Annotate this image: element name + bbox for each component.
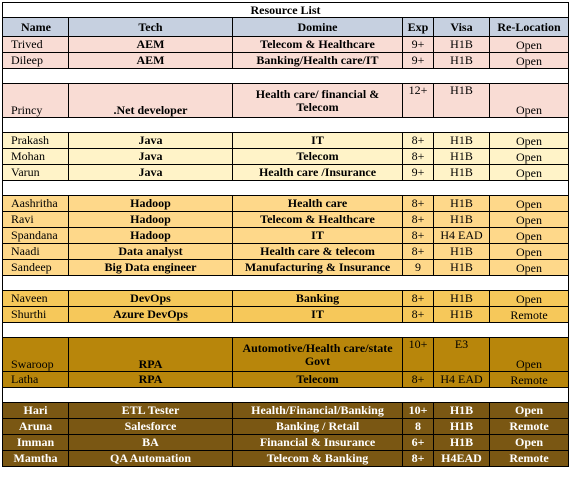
cell-visa: H1B	[434, 212, 490, 228]
spacer-row	[3, 323, 569, 338]
cell-domine: Financial & Insurance	[233, 435, 403, 451]
cell-tech: RPA	[69, 372, 233, 388]
cell-domine: Telecom & Banking	[233, 451, 403, 467]
cell-exp: 8+	[403, 451, 434, 467]
cell-relocation: Remote	[490, 451, 569, 467]
cell-exp: 10+	[403, 338, 434, 372]
cell-domine: Health care & telecom	[233, 244, 403, 260]
spacer-cell	[3, 388, 569, 403]
table-row	[3, 291, 569, 307]
cell-visa: H1B	[434, 435, 490, 451]
spacer-row	[3, 69, 569, 84]
cell-name: Trived	[3, 37, 69, 53]
cell-relocation: Open	[490, 228, 569, 244]
table-row	[3, 53, 569, 69]
cell-visa: H1B	[434, 149, 490, 165]
cell-domine: Health care /Insurance	[233, 165, 403, 181]
cell-name: Swaroop	[3, 338, 69, 372]
table-row	[3, 419, 569, 435]
cell-visa: H4 EAD	[434, 228, 490, 244]
cell-name: Aruna	[3, 419, 69, 435]
spacer-row	[3, 388, 569, 403]
cell-exp: 8+	[403, 228, 434, 244]
table-title: Resource List	[3, 3, 569, 18]
cell-exp: 8+	[403, 133, 434, 149]
cell-domine: IT	[233, 307, 403, 323]
cell-tech: Hadoop	[69, 212, 233, 228]
cell-relocation: Remote	[490, 372, 569, 388]
cell-exp: 9+	[403, 37, 434, 53]
cell-tech: .Net developer	[69, 84, 233, 118]
cell-tech: AEM	[69, 53, 233, 69]
cell-name: Hari	[3, 403, 69, 419]
cell-visa: H1B	[434, 244, 490, 260]
resource-list-sheet	[2, 2, 568, 467]
cell-relocation: Open	[490, 435, 569, 451]
cell-relocation: Open	[490, 291, 569, 307]
spacer-cell	[3, 276, 569, 291]
cell-domine: Banking	[233, 291, 403, 307]
cell-exp: 8+	[403, 307, 434, 323]
cell-name: Spandana	[3, 228, 69, 244]
cell-name: Shurthi	[3, 307, 69, 323]
cell-tech: DevOps	[69, 291, 233, 307]
cell-visa: H1B	[434, 53, 490, 69]
cell-name: Naveen	[3, 291, 69, 307]
table-row	[3, 338, 569, 372]
cell-domine: Banking / Retail	[233, 419, 403, 435]
cell-visa: H1B	[434, 196, 490, 212]
cell-tech: AEM	[69, 37, 233, 53]
spacer-row	[3, 181, 569, 196]
cell-name: Sandeep	[3, 260, 69, 276]
cell-name: Dileep	[3, 53, 69, 69]
cell-domine: Banking/Health care/IT	[233, 53, 403, 69]
cell-relocation: Open	[490, 403, 569, 419]
resource-table	[2, 2, 569, 467]
cell-visa: H1B	[434, 291, 490, 307]
cell-visa: H4 EAD	[434, 372, 490, 388]
cell-relocation: Open	[490, 149, 569, 165]
table-row	[3, 165, 569, 181]
cell-tech: ETL Tester	[69, 403, 233, 419]
cell-exp: 9	[403, 260, 434, 276]
cell-exp: 8+	[403, 196, 434, 212]
cell-tech: Hadoop	[69, 228, 233, 244]
cell-visa: H4EAD	[434, 451, 490, 467]
cell-visa: H1B	[434, 37, 490, 53]
cell-exp: 8+	[403, 149, 434, 165]
cell-relocation: Open	[490, 196, 569, 212]
table-row	[3, 228, 569, 244]
cell-visa: H1B	[434, 260, 490, 276]
cell-relocation: Open	[490, 165, 569, 181]
cell-exp: 8	[403, 419, 434, 435]
cell-name: Princy	[3, 84, 69, 118]
cell-exp: 6+	[403, 435, 434, 451]
cell-domine: IT	[233, 228, 403, 244]
cell-relocation: Open	[490, 84, 569, 118]
cell-relocation: Open	[490, 53, 569, 69]
cell-exp: 10+	[403, 403, 434, 419]
cell-relocation: Open	[490, 212, 569, 228]
cell-tech: Hadoop	[69, 196, 233, 212]
table-row	[3, 307, 569, 323]
cell-name: Ravi	[3, 212, 69, 228]
cell-exp: 8+	[403, 291, 434, 307]
cell-visa: H1B	[434, 133, 490, 149]
table-row	[3, 133, 569, 149]
table-row	[3, 149, 569, 165]
cell-relocation: Remote	[490, 419, 569, 435]
cell-exp: 8+	[403, 244, 434, 260]
table-row	[3, 212, 569, 228]
cell-domine: Telecom	[233, 372, 403, 388]
spacer-cell	[3, 181, 569, 196]
cell-domine: Health care/ financial & Telecom	[233, 84, 403, 118]
cell-domine: Health/Financial/Banking	[233, 403, 403, 419]
cell-visa: H1B	[434, 307, 490, 323]
header-row	[3, 18, 569, 37]
spacer-row	[3, 118, 569, 133]
cell-relocation: Open	[490, 37, 569, 53]
cell-domine: Telecom & Healthcare	[233, 37, 403, 53]
spacer-cell	[3, 323, 569, 338]
cell-relocation: Open	[490, 133, 569, 149]
cell-name: Varun	[3, 165, 69, 181]
cell-name: Mohan	[3, 149, 69, 165]
spacer-row	[3, 276, 569, 291]
cell-name: Mamtha	[3, 451, 69, 467]
cell-tech: Java	[69, 133, 233, 149]
cell-exp: 9+	[403, 53, 434, 69]
cell-name: Imman	[3, 435, 69, 451]
cell-domine: Manufacturing & Insurance	[233, 260, 403, 276]
header-name: Name	[3, 18, 69, 37]
cell-relocation: Open	[490, 338, 569, 372]
spacer-cell	[3, 118, 569, 133]
header-relocation: Re-Location	[490, 18, 569, 37]
header-tech: Tech	[69, 18, 233, 37]
cell-tech: Java	[69, 149, 233, 165]
cell-name: Latha	[3, 372, 69, 388]
cell-name: Aashritha	[3, 196, 69, 212]
cell-exp: 8+	[403, 212, 434, 228]
spacer-cell	[3, 69, 569, 84]
cell-domine: IT	[233, 133, 403, 149]
table-row	[3, 403, 569, 419]
cell-domine: Automotive/Health care/state Govt	[233, 338, 403, 372]
cell-name: Prakash	[3, 133, 69, 149]
cell-tech: BA	[69, 435, 233, 451]
cell-relocation: Open	[490, 244, 569, 260]
table-row	[3, 244, 569, 260]
cell-tech: Salesforce	[69, 419, 233, 435]
header-exp: Exp	[403, 18, 434, 37]
cell-exp: 12+	[403, 84, 434, 118]
cell-domine: Telecom	[233, 149, 403, 165]
table-row	[3, 435, 569, 451]
cell-tech: QA Automation	[69, 451, 233, 467]
cell-exp: 8+	[403, 372, 434, 388]
header-visa: Visa	[434, 18, 490, 37]
cell-tech: Java	[69, 165, 233, 181]
cell-relocation: Open	[490, 260, 569, 276]
table-row	[3, 84, 569, 118]
cell-visa: H1B	[434, 84, 490, 118]
cell-tech: Big Data engineer	[69, 260, 233, 276]
title-row	[3, 3, 569, 18]
table-row	[3, 372, 569, 388]
cell-exp: 9+	[403, 165, 434, 181]
cell-visa: H1B	[434, 403, 490, 419]
cell-tech: Data analyst	[69, 244, 233, 260]
cell-tech: Azure DevOps	[69, 307, 233, 323]
cell-relocation: Remote	[490, 307, 569, 323]
header-domine: Domine	[233, 18, 403, 37]
table-row	[3, 196, 569, 212]
cell-visa: H1B	[434, 419, 490, 435]
table-row	[3, 260, 569, 276]
cell-domine: Telecom & Healthcare	[233, 212, 403, 228]
cell-tech: RPA	[69, 338, 233, 372]
table-row	[3, 451, 569, 467]
table-row	[3, 37, 569, 53]
cell-name: Naadi	[3, 244, 69, 260]
cell-domine: Health care	[233, 196, 403, 212]
cell-visa: E3	[434, 338, 490, 372]
cell-visa: H1B	[434, 165, 490, 181]
